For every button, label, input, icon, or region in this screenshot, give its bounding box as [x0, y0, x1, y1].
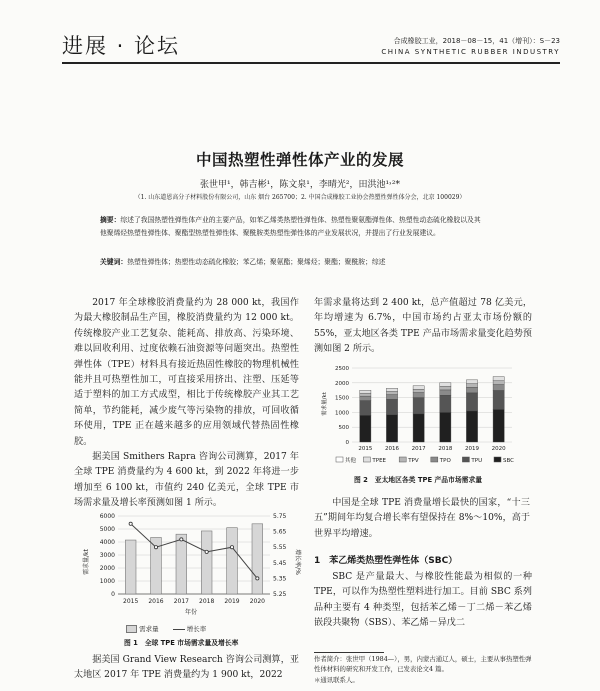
fig2-bar-segment: [386, 415, 397, 442]
fig1-ytick-label: 4000: [99, 539, 115, 546]
journal-citation: 合成橡胶工业，2018－08－15，41（增刊）：S－23: [393, 37, 560, 45]
fig2-bar-segment: [466, 384, 477, 388]
fig2-xtick-label: 2016: [385, 446, 399, 452]
abstract-text: 综述了我国热塑性弹性体产业的主要产品，如苯乙烯类热塑性弹性体、热塑性聚氨酯弹性体、热塑性动态硫化橡胶以及其他聚烯烃热塑性弹性体、聚酯型热塑性弹性体、聚酰胺类热塑性弹性体的产业发展状况，并提出了行业发展建议。: [100, 216, 481, 237]
fig2-legend-swatch: [494, 457, 501, 462]
fig2-legend-label: 其他: [345, 458, 357, 464]
fig2-bar-segment: [360, 396, 371, 400]
fig1-growth-point: [256, 577, 259, 580]
figure-1-chart: [80, 510, 302, 620]
section-1-heading: 1 苯乙烯类热塑性弹性体（SBC）: [314, 556, 458, 566]
fig1-ytick-label: 2000: [99, 565, 115, 572]
body-paragraph-4: 年需求量将达到 2 400 kt，总产值超过 78 亿美元，年均增速为 6.7%，中国市场约占亚太市场份额的 55%，亚太地区各类 TPE 产品市场需求量变化趋势预测如图 2 所示。: [314, 298, 532, 355]
fig1-legend-item-1: 增长率: [186, 625, 207, 633]
fig2-bar-segment: [413, 386, 424, 390]
fig1-growth-points: [129, 522, 259, 580]
fig1-bar: [125, 540, 136, 594]
fig2-bar-segment: [440, 412, 451, 442]
fig2-bar-segment: [466, 393, 477, 411]
fig2-bar-segment: [386, 392, 397, 395]
fig2-legend-label: TPV: [408, 458, 419, 464]
fig2-ylabel: 需求量/kt: [322, 392, 328, 416]
fig2-legend-label: TPU: [471, 458, 483, 464]
fig2-ytick-label: 0: [345, 440, 349, 446]
fig2-bar-segment: [440, 390, 451, 395]
fig2-bar-segment: [413, 398, 424, 414]
fig2-bar-segment: [360, 415, 371, 442]
fig2-legend-swatch: [462, 457, 469, 462]
abstract: [100, 214, 482, 240]
fig2-bar-segment: [413, 414, 424, 442]
section-label: 进展 · 论坛: [62, 34, 181, 58]
fig1-ylabel: 需求量/kt: [83, 549, 90, 575]
fig1-ytick-label: 5000: [99, 526, 115, 533]
fig1-y2tick-label: 5.35: [273, 575, 287, 583]
fig2-xtick-label: 2020: [491, 446, 506, 452]
fig1-xlabel: 年份: [184, 609, 198, 616]
fig2-xtick-label: 2017: [411, 446, 426, 452]
body-paragraph-6: SBC 是产量最大、与橡胶性能最为相似的一种 TPE，可以作为热塑性塑料进行加工。目前 SBC 系列品种主要有 4 种类型，包括苯乙烯－丁二烯－苯乙烯嵌段共聚物（SBS）、苯乙烯－异戊二: [314, 572, 532, 629]
fig2-legend: [318, 454, 518, 466]
fig2-bar-segment: [466, 411, 477, 442]
fig1-xtick-label: 2020: [249, 598, 265, 605]
keywords-text: 热塑性弹性体；热塑性动态硫化橡胶；苯乙烯；聚氨酯；聚烯烃；聚酯；聚酰胺；综述: [127, 258, 386, 266]
fig1-xtick-label: 2019: [224, 598, 240, 605]
fig1-legend-line-swatch: [173, 629, 185, 630]
fig1-ytick-label: 3000: [99, 552, 115, 559]
fig2-xtick-label: 2019: [465, 446, 479, 452]
fig2-bar-segment: [440, 383, 451, 387]
fig2-ytick-label: 500: [338, 425, 349, 432]
fig1-y2tick-label: 5.65: [273, 528, 287, 536]
fig2-caption: 图 2 亚太地区各类 TPE 产品市场需求量: [354, 476, 483, 484]
abstract-label: 摘要：: [100, 216, 121, 224]
fig2-bar-segment: [413, 393, 424, 398]
fig2-ytick-label: 2500: [335, 366, 349, 372]
fig1-bar: [201, 531, 212, 594]
fig1-bar: [176, 534, 187, 594]
fig1-legend: [126, 624, 206, 633]
fig1-y2tick-label: 5.45: [273, 559, 287, 567]
body-paragraph-1: 2017 年全球橡胶消费量约为 28 000 kt，我国作为最大橡胶制品生产国，橡胶消费量约为 12 000 kt。传统橡胶产业工艺复杂、能耗高、排放高、污染环境、难以回收利用、过度依赖石油资源等问题突出。热塑性弹性体（TPE）材料具有接近热固性橡胶的物理机械性能并且可热塑性加工，可直接采用挤出、注塑、压延等适于塑料的加工方式成型，相比于传统橡胶产业其工艺简单，节约能耗，减少废气等污染物的排放，可回收循环使用，TPE 正在越来越多的应用领域代替热固性橡胶。: [74, 298, 299, 447]
fig1-bar: [227, 528, 238, 594]
body-paragraph-2: 据美国 Smithers Rapra 咨询公司测算，2017 年全球 TPE 消费量约为 4 600 kt，到 2022 年将进一步增加至 6 100 kt，市值约 240 亿美元，全球 TPE 市场需求量及增长率预测如图 1 所示。: [74, 452, 299, 509]
fig1-xtick-label: 2018: [199, 598, 215, 605]
fig2-bar-segment: [466, 387, 477, 393]
fig2-legend-label: TPO: [439, 458, 451, 464]
fig2-bar-segment: [466, 380, 477, 384]
fig2-legend-swatch: [431, 457, 438, 462]
fig2-bar-segment: [360, 401, 371, 416]
fig1-caption: 图 1 全球 TPE 市场需求量及增长率: [124, 639, 239, 647]
fig2-bar-segment: [493, 409, 504, 442]
fig1-xtick-label: 2016: [148, 598, 164, 605]
fig2-gridlines: [352, 368, 512, 442]
article-authors: 张世甲¹，韩吉彬¹，陈文泉¹，李晴光²，田洪池¹˒²*: [200, 180, 400, 190]
keywords-label: 关键词：: [100, 258, 128, 266]
fig2-ytick-label: 1500: [335, 395, 349, 402]
fig2-bar-segment: [386, 399, 397, 414]
fig1-y2label: 增长率/%: [294, 549, 301, 575]
fig2-ytick-label: 1000: [335, 410, 349, 417]
fig2-xtick-label: 2015: [358, 446, 373, 452]
fig2-bar-segment: [493, 381, 504, 385]
fig1-growth-point: [154, 546, 157, 549]
fig2-bar-segment: [413, 389, 424, 392]
footnote-corresponding: ＊通讯联系人。: [314, 676, 359, 684]
fig2-bar-segment: [440, 387, 451, 390]
fig2-legend-swatch: [399, 457, 406, 462]
fig2-bar-segment: [386, 388, 397, 391]
article-title: 中国热塑性弹性体产业的发展: [195, 151, 404, 169]
fig1-ytick-label: 6000: [99, 513, 115, 520]
header-rule: [62, 62, 560, 64]
article-affiliation: （1. 山东道恩高分子材料股份有限公司，山东 烟台 265700；2. 中国合成橡胶工业协会热塑性弹性体分会，北京 100029）: [134, 194, 466, 201]
fig2-bar-segment: [493, 377, 504, 381]
fig2-bar-segment: [386, 395, 397, 400]
fig1-xtick-label: 2017: [173, 598, 189, 605]
fig1-growth-point: [129, 522, 132, 525]
fig1-legend-bar-swatch: [126, 625, 137, 633]
fig1-growth-line: [131, 524, 258, 579]
fig1-gridlines: [118, 516, 270, 594]
footnote-rule: [314, 652, 384, 653]
fig1-legend-item-0: 需求量: [139, 625, 159, 633]
fig1-growth-point: [205, 550, 208, 553]
fig1-ytick-label: 0: [111, 591, 115, 598]
fig1-y2tick-label: 5.25: [273, 591, 287, 598]
fig2-bar-segment: [360, 393, 371, 396]
journal-name-en: CHINA SYNTHETIC RUBBER INDUSTRY: [381, 48, 560, 56]
fig2-legend-label: SBC: [503, 458, 515, 464]
fig2-legend-swatch: [363, 457, 370, 462]
fig2-legend-label: TPEE: [372, 458, 387, 464]
fig1-ytick-label: 1000: [99, 578, 115, 585]
fig2-bar-segment: [493, 385, 504, 391]
fig2-ytick-label: 2000: [335, 380, 349, 387]
fig1-y2tick-label: 5.75: [273, 513, 287, 520]
fig1-growth-point: [230, 546, 233, 549]
fig1-bar: [252, 524, 263, 594]
fig2-bar-segment: [493, 390, 504, 409]
figure-2-chart: [318, 364, 518, 452]
body-paragraph-3: 据美国 Grand View Research 咨询公司测算，亚太地区 2017 年 TPE 消费量约为 1 900 kt，2022: [74, 655, 299, 681]
fig2-legend-swatch: [336, 457, 343, 462]
keywords: [100, 257, 482, 268]
fig1-xtick-label: 2015: [123, 598, 139, 605]
fig2-bar-segment: [360, 390, 371, 393]
fig2-xtick-label: 2018: [438, 446, 453, 452]
fig2-bar-segment: [440, 395, 451, 412]
fig1-y2tick-label: 5.55: [273, 544, 287, 552]
body-paragraph-5: 中国是全球 TPE 消费量增长最快的国家，“十三五”期间年均复合增长率有望保持在 8%～10%，高于世界平均增速。: [314, 498, 530, 539]
fig1-growth-point: [180, 538, 183, 541]
fig2-stacked-bars: [360, 377, 505, 442]
footnote-author: 作者简介：张世甲（1984—），男，内蒙古通辽人，硕士，主要从事热塑性弹性体材料的研究和开发工作，已发表论文4 篇。: [314, 655, 532, 673]
